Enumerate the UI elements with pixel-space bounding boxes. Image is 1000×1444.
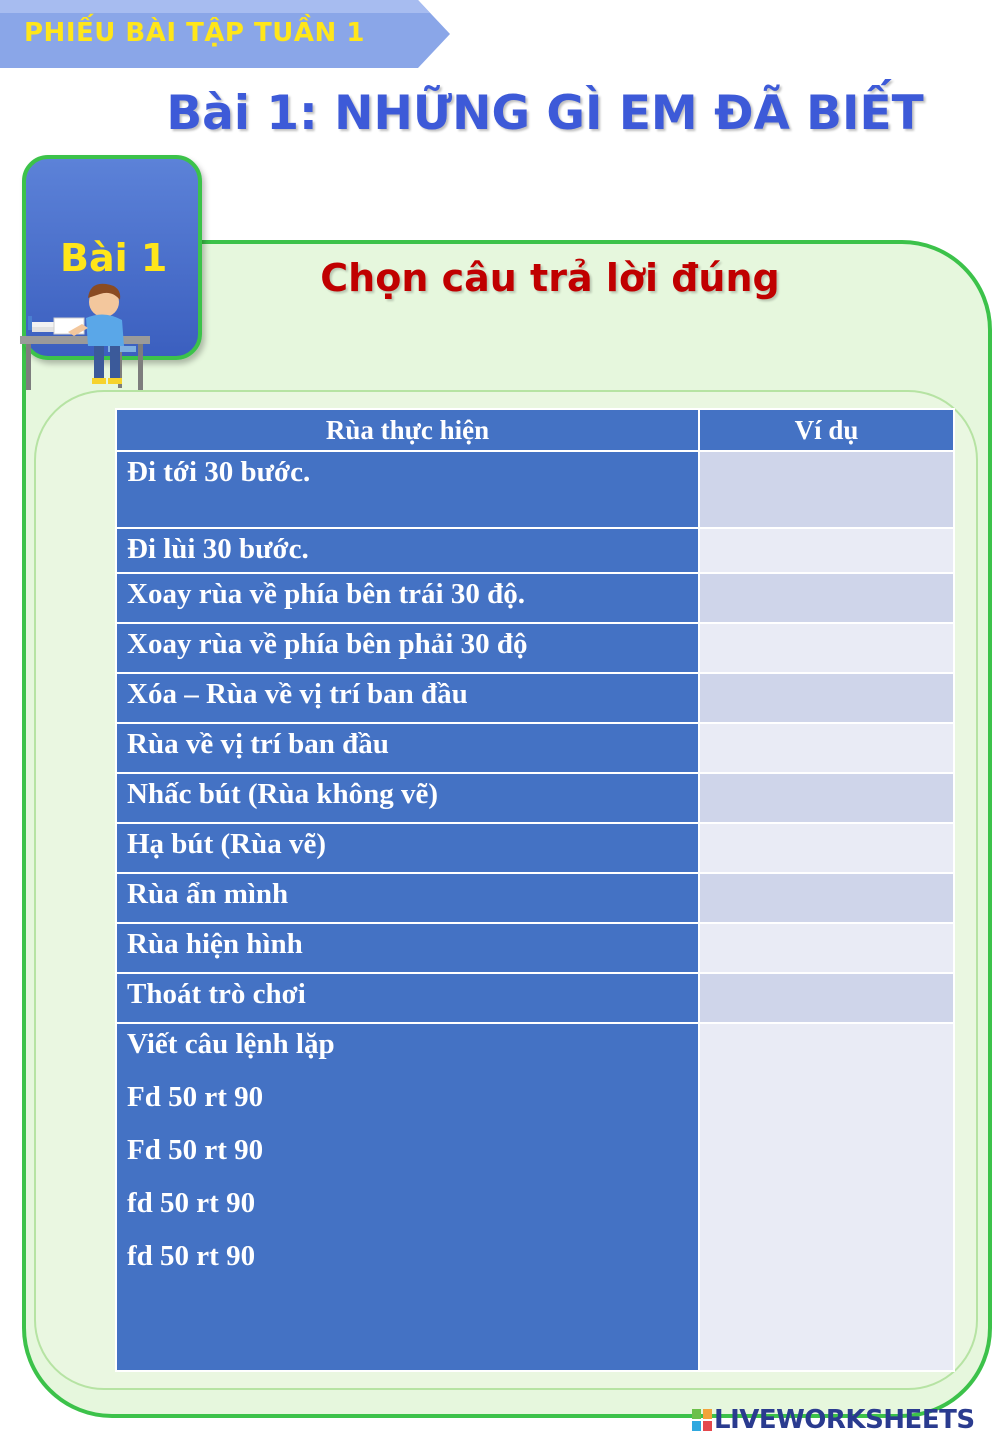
loop-line: Fd 50 rt 90	[127, 1134, 264, 1166]
student-desk-illustration	[18, 276, 158, 392]
logo-mark-icon	[692, 1409, 712, 1431]
answer-cell[interactable]	[699, 723, 954, 773]
answer-cell[interactable]	[699, 573, 954, 623]
row-action: Nhấc bút (Rùa không vẽ)	[116, 773, 699, 823]
table-header-row	[116, 409, 954, 451]
answer-cell[interactable]	[699, 1023, 954, 1371]
answer-cell[interactable]	[699, 451, 954, 528]
table-row	[116, 773, 954, 823]
loop-title: Viết câu lệnh lặp	[127, 1028, 335, 1060]
liveworksheets-logo	[692, 1405, 975, 1435]
table-row	[116, 528, 954, 573]
answer-cell[interactable]	[699, 823, 954, 873]
header-example: Ví dụ	[699, 409, 954, 451]
badge-label: Bài 1	[60, 236, 168, 280]
row-action: Thoát trò chơi	[116, 973, 699, 1023]
header-turtle-action: Rùa thực hiện	[116, 409, 699, 451]
table-row	[116, 451, 954, 528]
instruction-text: Chọn câu trả lời đúng	[320, 256, 780, 300]
table-row	[116, 673, 954, 723]
table-row	[116, 973, 954, 1023]
row-action: Đi tới 30 bước.	[116, 451, 699, 528]
table-row	[116, 573, 954, 623]
row-action: Đi lùi 30 bước.	[116, 528, 699, 573]
row-action: Xóa – Rùa về vị trí ban đầu	[116, 673, 699, 723]
loop-line: Fd 50 rt 90	[127, 1081, 264, 1113]
table-row	[116, 1023, 954, 1371]
answer-cell[interactable]	[699, 923, 954, 973]
row-action: Xoay rùa về phía bên trái 30 độ.	[116, 573, 699, 623]
row-action: Rùa ẩn mình	[116, 873, 699, 923]
loop-line: fd 50 rt 90	[127, 1240, 256, 1272]
row-action: Xoay rùa về phía bên phải 30 độ	[116, 623, 699, 673]
logo-text: LIVEWORKSHEETS	[714, 1405, 975, 1435]
answer-cell[interactable]	[699, 873, 954, 923]
row-action: Rùa hiện hình	[116, 923, 699, 973]
table-row	[116, 923, 954, 973]
row-action: Rùa về vị trí ban đầu	[116, 723, 699, 773]
answer-cell[interactable]	[699, 773, 954, 823]
loop-line: fd 50 rt 90	[127, 1187, 256, 1219]
answer-cell[interactable]	[699, 973, 954, 1023]
row-action: Hạ bút (Rùa vẽ)	[116, 823, 699, 873]
ribbon-label: PHIẾU BÀI TẬP TUẦN 1	[24, 18, 365, 48]
answer-cell[interactable]	[699, 528, 954, 573]
table-row	[116, 873, 954, 923]
table-row	[116, 823, 954, 873]
table-row	[116, 723, 954, 773]
answer-cell[interactable]	[699, 623, 954, 673]
loop-command-cell	[116, 1023, 699, 1371]
command-table	[115, 408, 955, 1372]
page-title: Bài 1: NHỮNG GÌ EM ĐÃ BIẾT	[166, 86, 924, 141]
table-row	[116, 623, 954, 673]
answer-cell[interactable]	[699, 673, 954, 723]
